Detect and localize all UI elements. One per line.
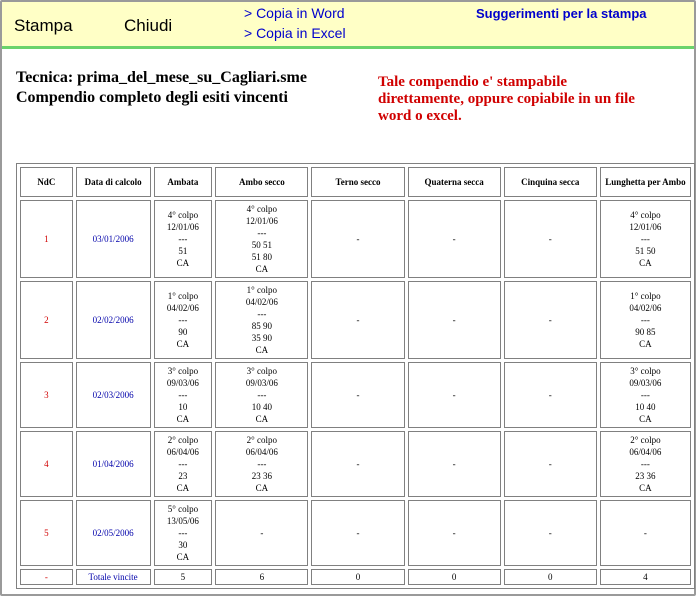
ambata-cell: 4° colpo 12/01/06 --- 51 CA xyxy=(154,200,213,278)
terno-cell: - xyxy=(311,500,404,566)
totals-lunghetta-cell: 4 xyxy=(600,569,691,585)
terno-cell: - xyxy=(311,200,404,278)
col-header-data: Data di calcolo xyxy=(76,167,151,197)
ndc-cell: 3 xyxy=(20,362,73,428)
ndc-cell: 5 xyxy=(20,500,73,566)
ndc-cell: 2 xyxy=(20,281,73,359)
ambo-cell: - xyxy=(215,500,308,566)
info-note: Tale compendio e' stampabile direttamente, oppure copiabile in un file word o excel. xyxy=(378,74,635,124)
cinquina-cell: - xyxy=(504,431,597,497)
ambata-cell: 3° colpo 09/03/06 --- 10 CA xyxy=(154,362,213,428)
ambata-cell: 1° colpo 04/02/06 --- 90 CA xyxy=(154,281,213,359)
col-header-ndc: NdC xyxy=(20,167,73,197)
toolbar xyxy=(2,2,694,49)
totals-ambata-cell: 5 xyxy=(154,569,213,585)
lunghetta-cell: - xyxy=(600,500,691,566)
ndc-cell: 4 xyxy=(20,431,73,497)
lunghetta-cell: 3° colpo 09/03/06 --- 10 40 CA xyxy=(600,362,691,428)
date-cell: 02/05/2006 xyxy=(76,500,151,566)
quaterna-cell: - xyxy=(408,431,501,497)
print-suggestions-link[interactable]: Suggerimenti per la stampa xyxy=(476,6,647,21)
col-header-ambo: Ambo secco xyxy=(215,167,308,197)
table-row xyxy=(20,362,691,428)
report-subtitle: Compendio completo degli esiti vincenti xyxy=(16,89,288,106)
results-table xyxy=(16,163,695,589)
terno-cell: - xyxy=(311,281,404,359)
col-header-quaterna: Quaterna secca xyxy=(408,167,501,197)
totals-label-cell: Totale vincite xyxy=(76,569,151,585)
date-cell: 02/03/2006 xyxy=(76,362,151,428)
totals-ndc-cell: - xyxy=(20,569,73,585)
totals-cinquina-cell: 0 xyxy=(504,569,597,585)
ambo-cell: 1° colpo 04/02/06 --- 85 90 35 90 CA xyxy=(215,281,308,359)
copy-to-word-link[interactable]: > Copia in Word xyxy=(244,5,345,21)
totals-quaterna-cell: 0 xyxy=(408,569,501,585)
quaterna-cell: - xyxy=(408,500,501,566)
date-cell: 03/01/2006 xyxy=(76,200,151,278)
totals-ambo-cell: 6 xyxy=(215,569,308,585)
terno-cell: - xyxy=(311,431,404,497)
cinquina-cell: - xyxy=(504,281,597,359)
cinquina-cell: - xyxy=(504,200,597,278)
col-header-lunghetta: Lunghetta per Ambo xyxy=(600,167,691,197)
print-button[interactable]: Stampa xyxy=(14,16,73,35)
lunghetta-cell: 4° colpo 12/01/06 --- 51 50 CA xyxy=(600,200,691,278)
cinquina-cell: - xyxy=(504,362,597,428)
terno-cell: - xyxy=(311,362,404,428)
col-header-ambata: Ambata xyxy=(154,167,213,197)
quaterna-cell: - xyxy=(408,281,501,359)
ambo-cell: 2° colpo 06/04/06 --- 23 36 CA xyxy=(215,431,308,497)
ambo-cell: 3° colpo 09/03/06 --- 10 40 CA xyxy=(215,362,308,428)
lunghetta-cell: 1° colpo 04/02/06 --- 90 85 CA xyxy=(600,281,691,359)
date-cell: 01/04/2006 xyxy=(76,431,151,497)
cinquina-cell: - xyxy=(504,500,597,566)
ambata-cell: 2° colpo 06/04/06 --- 23 CA xyxy=(154,431,213,497)
report-heading xyxy=(16,68,307,108)
quaterna-cell: - xyxy=(408,362,501,428)
totals-terno-cell: 0 xyxy=(311,569,404,585)
table-header-row xyxy=(20,167,691,197)
col-header-cinquina: Cinquina secca xyxy=(504,167,597,197)
technique-name: Tecnica: prima_del_mese_su_Cagliari.sme xyxy=(16,69,307,86)
totals-row xyxy=(20,569,691,585)
table-row xyxy=(20,500,691,566)
ambata-cell: 5° colpo 13/05/06 --- 30 CA xyxy=(154,500,213,566)
copy-to-excel-link[interactable]: > Copia in Excel xyxy=(244,25,346,41)
ambo-cell: 4° colpo 12/01/06 --- 50 51 51 80 CA xyxy=(215,200,308,278)
table-row xyxy=(20,431,691,497)
quaterna-cell: - xyxy=(408,200,501,278)
table-row xyxy=(20,281,691,359)
table-row xyxy=(20,200,691,278)
lunghetta-cell: 2° colpo 06/04/06 --- 23 36 CA xyxy=(600,431,691,497)
ndc-cell: 1 xyxy=(20,200,73,278)
date-cell: 02/02/2006 xyxy=(76,281,151,359)
close-button[interactable]: Chiudi xyxy=(124,16,173,35)
col-header-terno: Terno secco xyxy=(311,167,404,197)
